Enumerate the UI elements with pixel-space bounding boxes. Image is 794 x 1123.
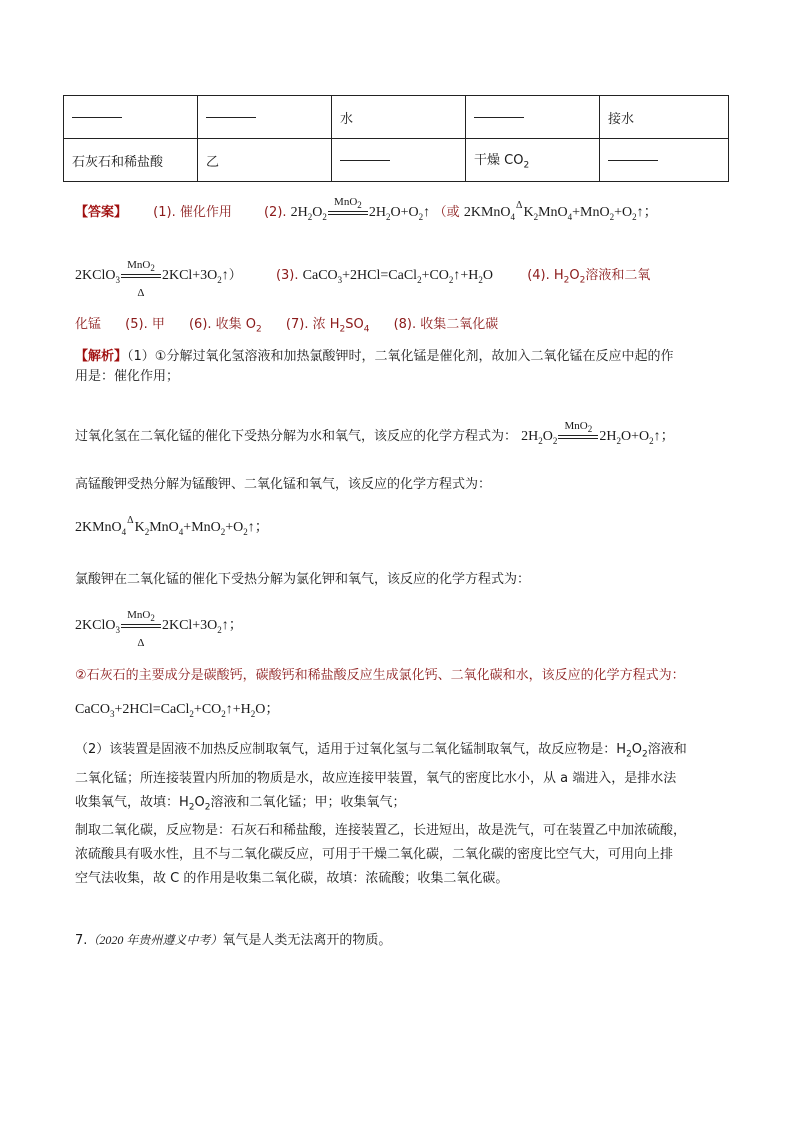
eq-h2o2-b: $2H_2O_2$ MnO$_2$ $2H_2O+O_2↑$； [521,419,675,446]
table-cell [600,96,729,139]
cell-text: 乙 [206,154,220,170]
table-cell [332,139,466,182]
answer-7: (7). 浓 $H_2SO_4$ [285,317,370,335]
condition-mno2-heat: MnO$_2$ Δ [121,269,161,283]
table-row [64,96,729,139]
blank-line [474,116,524,118]
answer-line-1 [75,195,658,227]
eq-kmno4-b: $2KMnO_4\Delta K_2MnO_4+MnO_2+O_2↑$； [75,515,269,537]
eq-caco3: $CaCO_3+2HCl=CaCl_2+CO_2↑+H_2O$ [302,268,494,285]
delta-symbol: Δ [516,200,523,211]
analysis-para-3: 高锰酸钾受热分解为锰酸钾、二氧化锰和氧气，该反应的化学方程式为： [75,477,492,492]
table-cell [198,139,332,182]
cell-text: 干燥 CO [474,153,524,169]
table-row [64,139,729,182]
cell-text: 接水 [608,111,635,127]
answer-5: (5). 甲 [125,317,165,332]
answer-8: (8). 收集二氧化碳 [393,317,499,332]
eq-kclo3: 2KClO$_3$ MnO$_2$ Δ $2KCl+3O_2↑$ [75,258,229,299]
analysis-label: 【解析】 [75,349,128,364]
analysis-para-1: 【解析】（1）①分解过氧化氢溶液和加热氯酸钾时，二氧化锰是催化剂，故加入二氧化锰在反应中起的作 用是：催化作用； [75,349,674,384]
table-cell [64,139,198,182]
eq-caco3-b: $CaCO_3+2HCl=CaCl_2+CO_2↑+H_2O$； [75,702,280,719]
table-cell [466,139,600,182]
or-text: （或 [433,205,460,220]
cell-subscript: 2 [523,160,530,171]
analysis-para-5: ②石灰石的主要成分是碳酸钙，碳酸钙和稀盐酸反应生成氯化钙、二氧化碳和水，该反应的化学方程式为： [75,668,685,683]
answer-line-3: 化锰 (5). 甲 (6). 收集 $O_2$ (7). 浓 $H_2SO_4$ (8). 收集二氧化碳 [75,317,499,335]
table-cell [600,139,729,182]
eq-kmno4: $2KMnO_4\Delta K_2MnO_4+MnO_2+O_2↑$； [464,205,658,220]
analysis-para-4: 氯酸钾在二氧化锰的催化下受热分解为氯化钾和氧气，该反应的化学方程式为： [75,572,531,587]
cell-text: 石灰石和稀盐酸 [72,154,164,170]
blank-line [340,159,390,161]
answer-label: 【答案】 [75,205,128,220]
answer-4: (4). $H_2O_2$溶液和二氧 [527,268,651,286]
apparatus-table [63,95,729,182]
analysis-para-2: 过氧化氢在二氧化锰的催化下受热分解为水和氧气，该反应的化学方程式为： $2H_2O_2$ MnO$_2$ $2H_2O+O_2↑$； [75,419,675,446]
answer-6: (6). 收集 $O_2$ [188,317,262,335]
answer-3-num: (3). [275,268,299,283]
cell-text: 水 [340,111,354,127]
blank-line [206,116,256,118]
eq-kclo3-b: 2KClO$_3$ MnO$_2$ Δ $2KCl+3O_2↑$； [75,608,243,649]
table-cell [198,96,332,139]
table-cell [466,96,600,139]
blank-line [72,116,122,118]
eq-h2o2: $2H_2O_2$ MnO$_2$ $2H_2O+O_2↑$ [290,195,431,222]
answer-line-2: 2KClO$_3$ MnO$_2$ Δ $2KCl+3O_2↑$） (3). $CaCO_3+2HCl=CaCl_2+CO_2↑+H_2O$ (4). $H_2O_2$溶液和二氧 [75,258,651,299]
question-7: 7.（2020 年贵州遵义中考）氧气是人类无法离开的物质。 [75,933,392,948]
table-cell [64,96,198,139]
analysis-para-6: （2）该装置是固液不加热反应制取氧气，适用于过氧化氢与二氧化锰制取氧气，故反应物是：$H_2O_2$溶液和 二氧化锰；所连接装置内所加的物质是水，故应连接甲装置，氧气的密度比水小，从 a 端进入，是排水法 收集氧气，故填：$H_2O_2$溶液和二氧化锰；甲；收集氧气； 制取二氧化碳，反应物是：石灰石和稀盐酸，连接装置乙，长进短出，故是洗气，可在装置乙中加浓硫酸， 浓硫酸具有吸水性，且不与二氧化碳反应，可用于干燥二氧化碳，二氧化碳的密度比空气大，可用向上排 空气法收集，故 C 的作用是收集二氧化碳，故填：浓硫酸；收集二氧化碳。 [75,742,687,887]
answer-2-num: (2). [263,205,287,220]
answer-1: (1). 催化作用 [153,205,232,220]
condition-mno2: MnO$_2$ [328,206,368,220]
blank-line [608,159,658,161]
table-cell [332,96,466,139]
